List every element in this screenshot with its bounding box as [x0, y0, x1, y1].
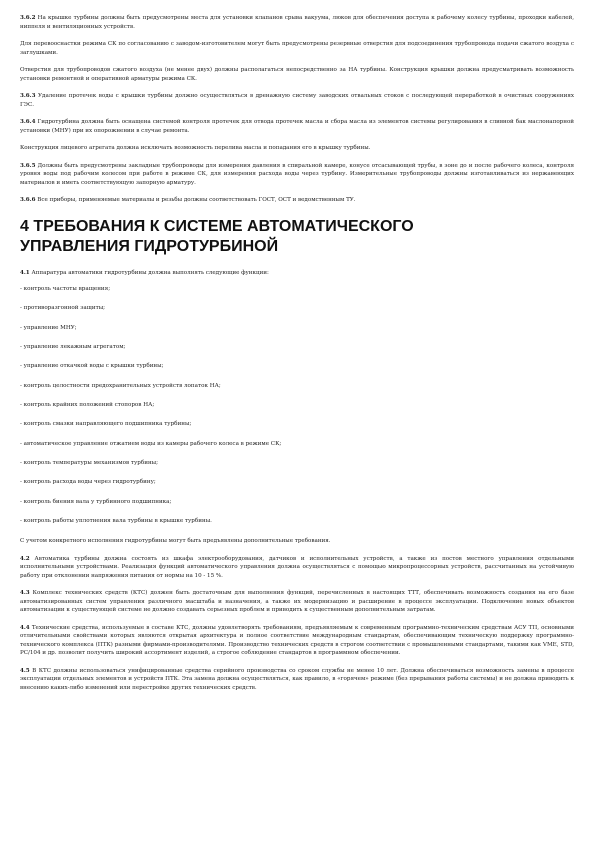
- list-item: - контроль биения вала у турбинного подшипника;: [20, 498, 172, 505]
- paragraph-text: Аппаратура автоматики гидротурбины должна выполнять следующие функции:: [31, 269, 269, 276]
- paragraph: [20, 555, 574, 581]
- paragraph-text: Все приборы, применяемые материалы и резьбы должны соответствовать ГОСТ, ОСТ и ведомственным ТУ.: [37, 197, 356, 203]
- function-list: [20, 286, 574, 526]
- paragraph-text: Технические средства, используемые в составе КТС, должны удовлетворять требованиям, предъявляемым к современным программно-техническим средствам АСУ ТП, основными отличительными свойствами которых являются открытая архитектура и полное соответствие международным стандартам, обеспечивающим техническую поддержку программно-технического комплекса (ПТК) разными фирмами-производителями. Производство технических средств в строгом соответствии с промышленными стандартами, такими как VME, STD, PC/104 и др. позволит получить широкий ассортимент изделий, а строгое соблюдение стандартов в программном обеспечении.: [20, 624, 574, 657]
- paragraph: [20, 589, 574, 615]
- paragraph: [20, 92, 574, 109]
- document-page: [20, 14, 574, 701]
- paragraph-text: С учетом конкретного исполнения гидротурбины могут быть предъявлены дополнительные требования.: [20, 538, 331, 545]
- section-heading: [20, 217, 574, 257]
- paragraph-number: 4.5: [20, 667, 30, 674]
- section-heading-line-2: УПРАВЛЕНИЯ ГИДРОТУРБИНОЙ: [20, 237, 279, 255]
- list-item: - контроль смазки направляющего подшипника турбины;: [20, 421, 192, 428]
- paragraph-number: 3.6.3: [20, 93, 36, 99]
- paragraph-number: 3.6.5: [20, 162, 36, 169]
- paragraph: [20, 40, 574, 57]
- paragraph-text: Удаление протечек воды с крышки турбины должно осуществляться в дренажную систему заводских отвальных стоков с последующей переработкой в очистных сооружениях ГЭС.: [20, 93, 574, 108]
- paragraph-number: 3.6.6: [20, 197, 36, 203]
- paragraph-text: На крышке турбины должны быть предусмотрены места для установки клапанов срыва вакуума, люков для обеспечения доступа к рабочему колесу турбины, проходки кабелей, ниппеля и вентиляционных устройств.: [20, 15, 574, 30]
- list-item: - контроль частоты вращения;: [20, 286, 111, 292]
- paragraph-text: Конструкция лицевого агрегата должна исключать возможность перелива масла и попадания его в крышку турбины.: [20, 145, 371, 151]
- paragraph-number: 4.1: [20, 269, 30, 276]
- paragraph-text: Гидротурбина должна быть оснащена системой контроля протечек для отвода протечек масла и сбора масла из элементов системы регулирования в сливной бак маслонапорной установки (МНУ) при их опорожнении в случае ремонта.: [20, 119, 574, 134]
- list-item: - управление откачкой воды с крышки турбины;: [20, 363, 164, 370]
- paragraph-text: Должны быть предусмотрены закладные трубопроводы для измерения давления в спиральной камере, конусе отсасывающей трубы, в зоне до и после рабочего колеса, контроля уровня воды под рабочим колесом при работе в режиме СК, для измерения расхода воды через турбину. Измерительные трубопроводы должны изготавливаться из нержавеющих материалов и иметь соответствующую запорную арматуру.: [20, 162, 574, 186]
- list-item: - контроль целостности предохранительных устройств лопаток НА;: [20, 382, 221, 389]
- paragraph-number: 4.3: [20, 590, 30, 597]
- section-heading-line-1: 4 ТРЕБОВАНИЯ К СИСТЕМЕ АВТОМАТИЧЕСКОГО: [20, 217, 414, 235]
- paragraph-number: 4.2: [20, 555, 30, 562]
- paragraph: [20, 196, 574, 205]
- paragraph: [20, 162, 574, 188]
- pre-section: [20, 14, 574, 205]
- paragraph: [20, 66, 574, 83]
- paragraph: [20, 14, 574, 31]
- paragraph: [20, 667, 574, 693]
- list-item: - контроль температуры механизмов турбины;: [20, 459, 159, 466]
- paragraph-text: Комплекс технических средств (КТС) должен быть достаточным для выполнения функций, перечисленных в настоящих ТТТ, обеспечивать возможность создания на его базе автоматизированных систем управления различного масштаба и назначения, а также их модернизацию и расширение в процессе эксплуатации. Подключение новых объектов автоматизации к существующей системе не должно создавать серьезных проблем и приводить к существенным дополнительным затратам.: [20, 590, 574, 614]
- list-item: - контроль крайних положений стопоров НА;: [20, 401, 155, 408]
- paragraph-text: Для перевооснастки режима СК по согласованию с заводом-изготовителем могут быть предусмотрены резервные отверстия для подсоединения трубопровода подачи сжатого воздуха с заглушками.: [20, 41, 574, 56]
- paragraph-intro: [20, 269, 574, 278]
- list-item: - управление МНУ;: [20, 324, 77, 331]
- paragraph: [20, 624, 574, 658]
- list-item: - контроль работы уплотнения вала турбины в крышке турбины.: [20, 517, 212, 524]
- post-section: [20, 537, 574, 692]
- list-item: - противоразгонной защиты;: [20, 305, 106, 312]
- paragraph: [20, 118, 574, 135]
- paragraph-number: 3.6.4: [20, 119, 36, 125]
- paragraph-text: Автоматика турбины должна состоять из шкафа электрооборудования, датчиков и исполнительных устройств, а также из постов местного управления отдельными исполнительными устройствами. Реализация функций автоматического управления должна осуществляться с помощью микропроцессорных устройств, рассчитанных на устойчивую работу при отклонении напряжения питания от нормы на 10 - 15 %.: [20, 555, 574, 579]
- paragraph-text: В КТС должны использоваться унифицированные средства серийного производства со сроком службы не менее 10 лет. Должна обеспечиваться возможность замены в процессе эксплуатации отдельных элементов и устройств ПТК. Эта замена должна осуществляться, как правило, в «горячем» режиме (без прерывания работы системы) и не должна приводить к внесению каких-либо изменений или перестройке других технических средств.: [20, 667, 574, 691]
- paragraph: [20, 537, 574, 546]
- paragraph-number: 4.4: [20, 624, 30, 631]
- list-item: - управление лекажным агрегатом;: [20, 343, 126, 350]
- paragraph: [20, 144, 574, 153]
- list-item: - контроль расхода воды через гидротурбину;: [20, 479, 156, 486]
- paragraph-text: Отверстия для трубопроводов сжатого воздуха (не менее двух) должны располагаться непосредственно за НА турбины. Конструкция крышки должна предусматривать возможность установки ремонтной и оперативной арматуры режима СК.: [20, 67, 574, 82]
- paragraph-number: 3.6.2: [20, 15, 36, 21]
- list-item: - автоматическое управление отжатием воды из камеры рабочего колеса в режиме СК;: [20, 440, 282, 447]
